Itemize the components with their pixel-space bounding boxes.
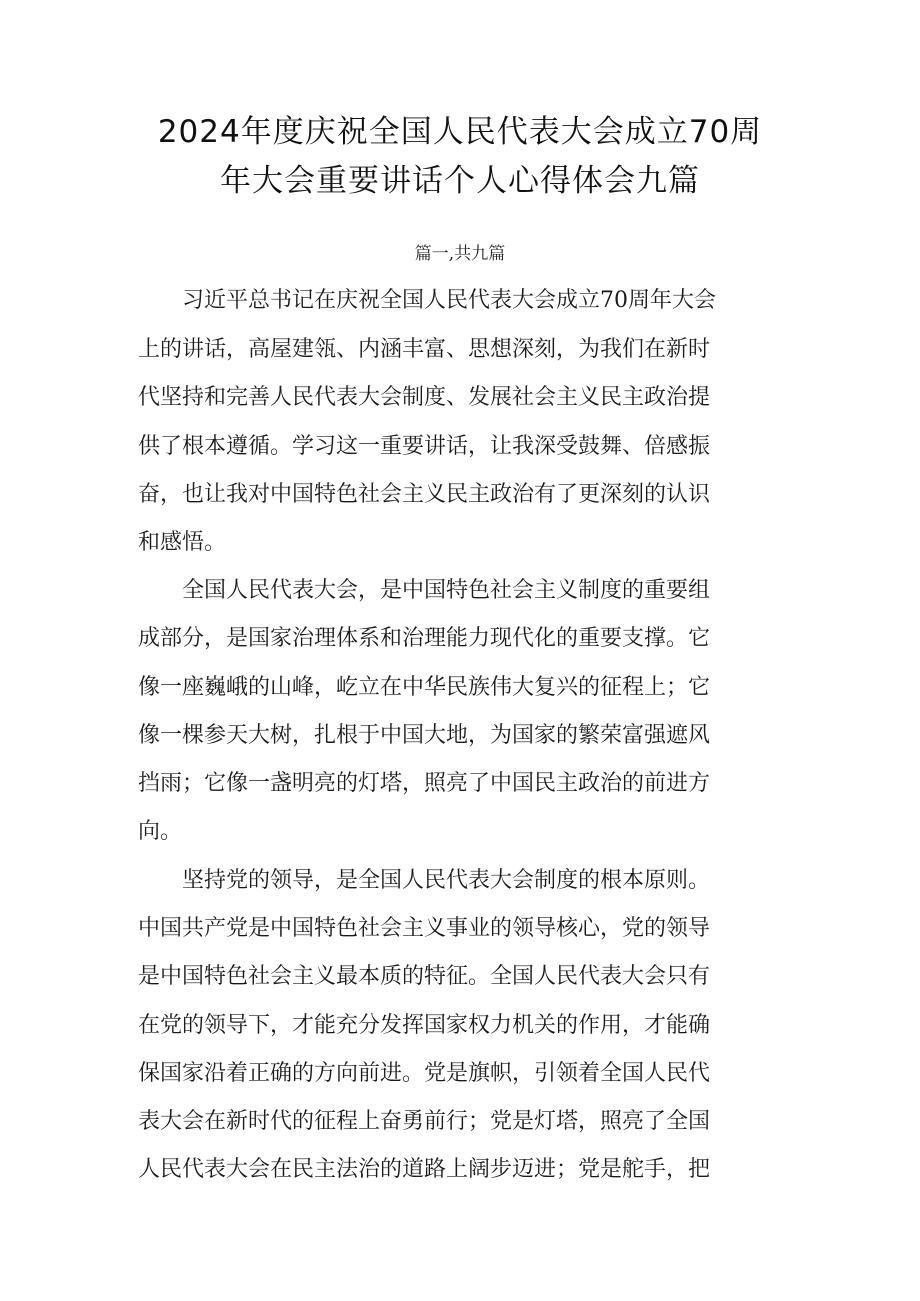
text-line: 表大会在新时代的征程上奋勇前行；党是灯塔，照亮了全国: [138, 1109, 711, 1134]
text-line: 中国共产党是中国特色社会主义事业的领导核心，党的领导: [138, 916, 711, 941]
text-line: 供了根本遵循。学习这一重要讲话，让我深受鼓舞、倍感振: [138, 434, 711, 459]
text-line: 像一棵参天大树，扎根于中国大地，为国家的繁荣富强遮风: [138, 723, 711, 748]
text-line: 向。: [138, 819, 183, 844]
text-line: 成部分，是国家治理体系和治理能力现代化的重要支撑。它: [138, 626, 711, 651]
text-line: 坚持党的领导，是全国人民代表大会制度的根本原则。: [182, 868, 711, 893]
section-subtitle: 篇一,共九篇: [414, 244, 506, 264]
document-title-line-2: 年大会重要讲话个人心得体会九篇: [220, 163, 700, 199]
text-line: 奋，也让我对中国特色社会主义民主政治有了更深刻的认识: [138, 482, 711, 507]
text-line: 挡雨；它像一盏明亮的灯塔，照亮了中国民主政治的前进方: [138, 771, 711, 796]
text-line: 代坚持和完善人民代表大会制度、发展社会主义民主政治提: [138, 385, 711, 410]
document-title-line-1: 2024年度庆祝全国人民代表大会成立70周: [157, 114, 763, 150]
text-line: 和感悟。: [138, 530, 227, 555]
text-line: 全国人民代表大会，是中国特色社会主义制度的重要组: [182, 578, 711, 603]
text-line: 在党的领导下，才能充分发挥国家权力机关的作用，才能确: [138, 1013, 711, 1038]
text-line: 像一座巍峨的山峰，屹立在中华民族伟大复兴的征程上；它: [138, 675, 711, 700]
text-line: 人民代表大会在民主法治的道路上阔步迈进；党是舵手，把: [138, 1157, 711, 1182]
text-line: 上的讲话，高屋建瓴、内涵丰富、思想深刻，为我们在新时: [138, 337, 711, 362]
text-line: 保国家沿着正确的方向前进。党是旗帜，引领着全国人民代: [138, 1061, 711, 1086]
text-line: 是中国特色社会主义最本质的特征。全国人民代表大会只有: [138, 964, 711, 989]
text-line: 习近平总书记在庆祝全国人民代表大会成立70周年大会: [182, 288, 716, 313]
